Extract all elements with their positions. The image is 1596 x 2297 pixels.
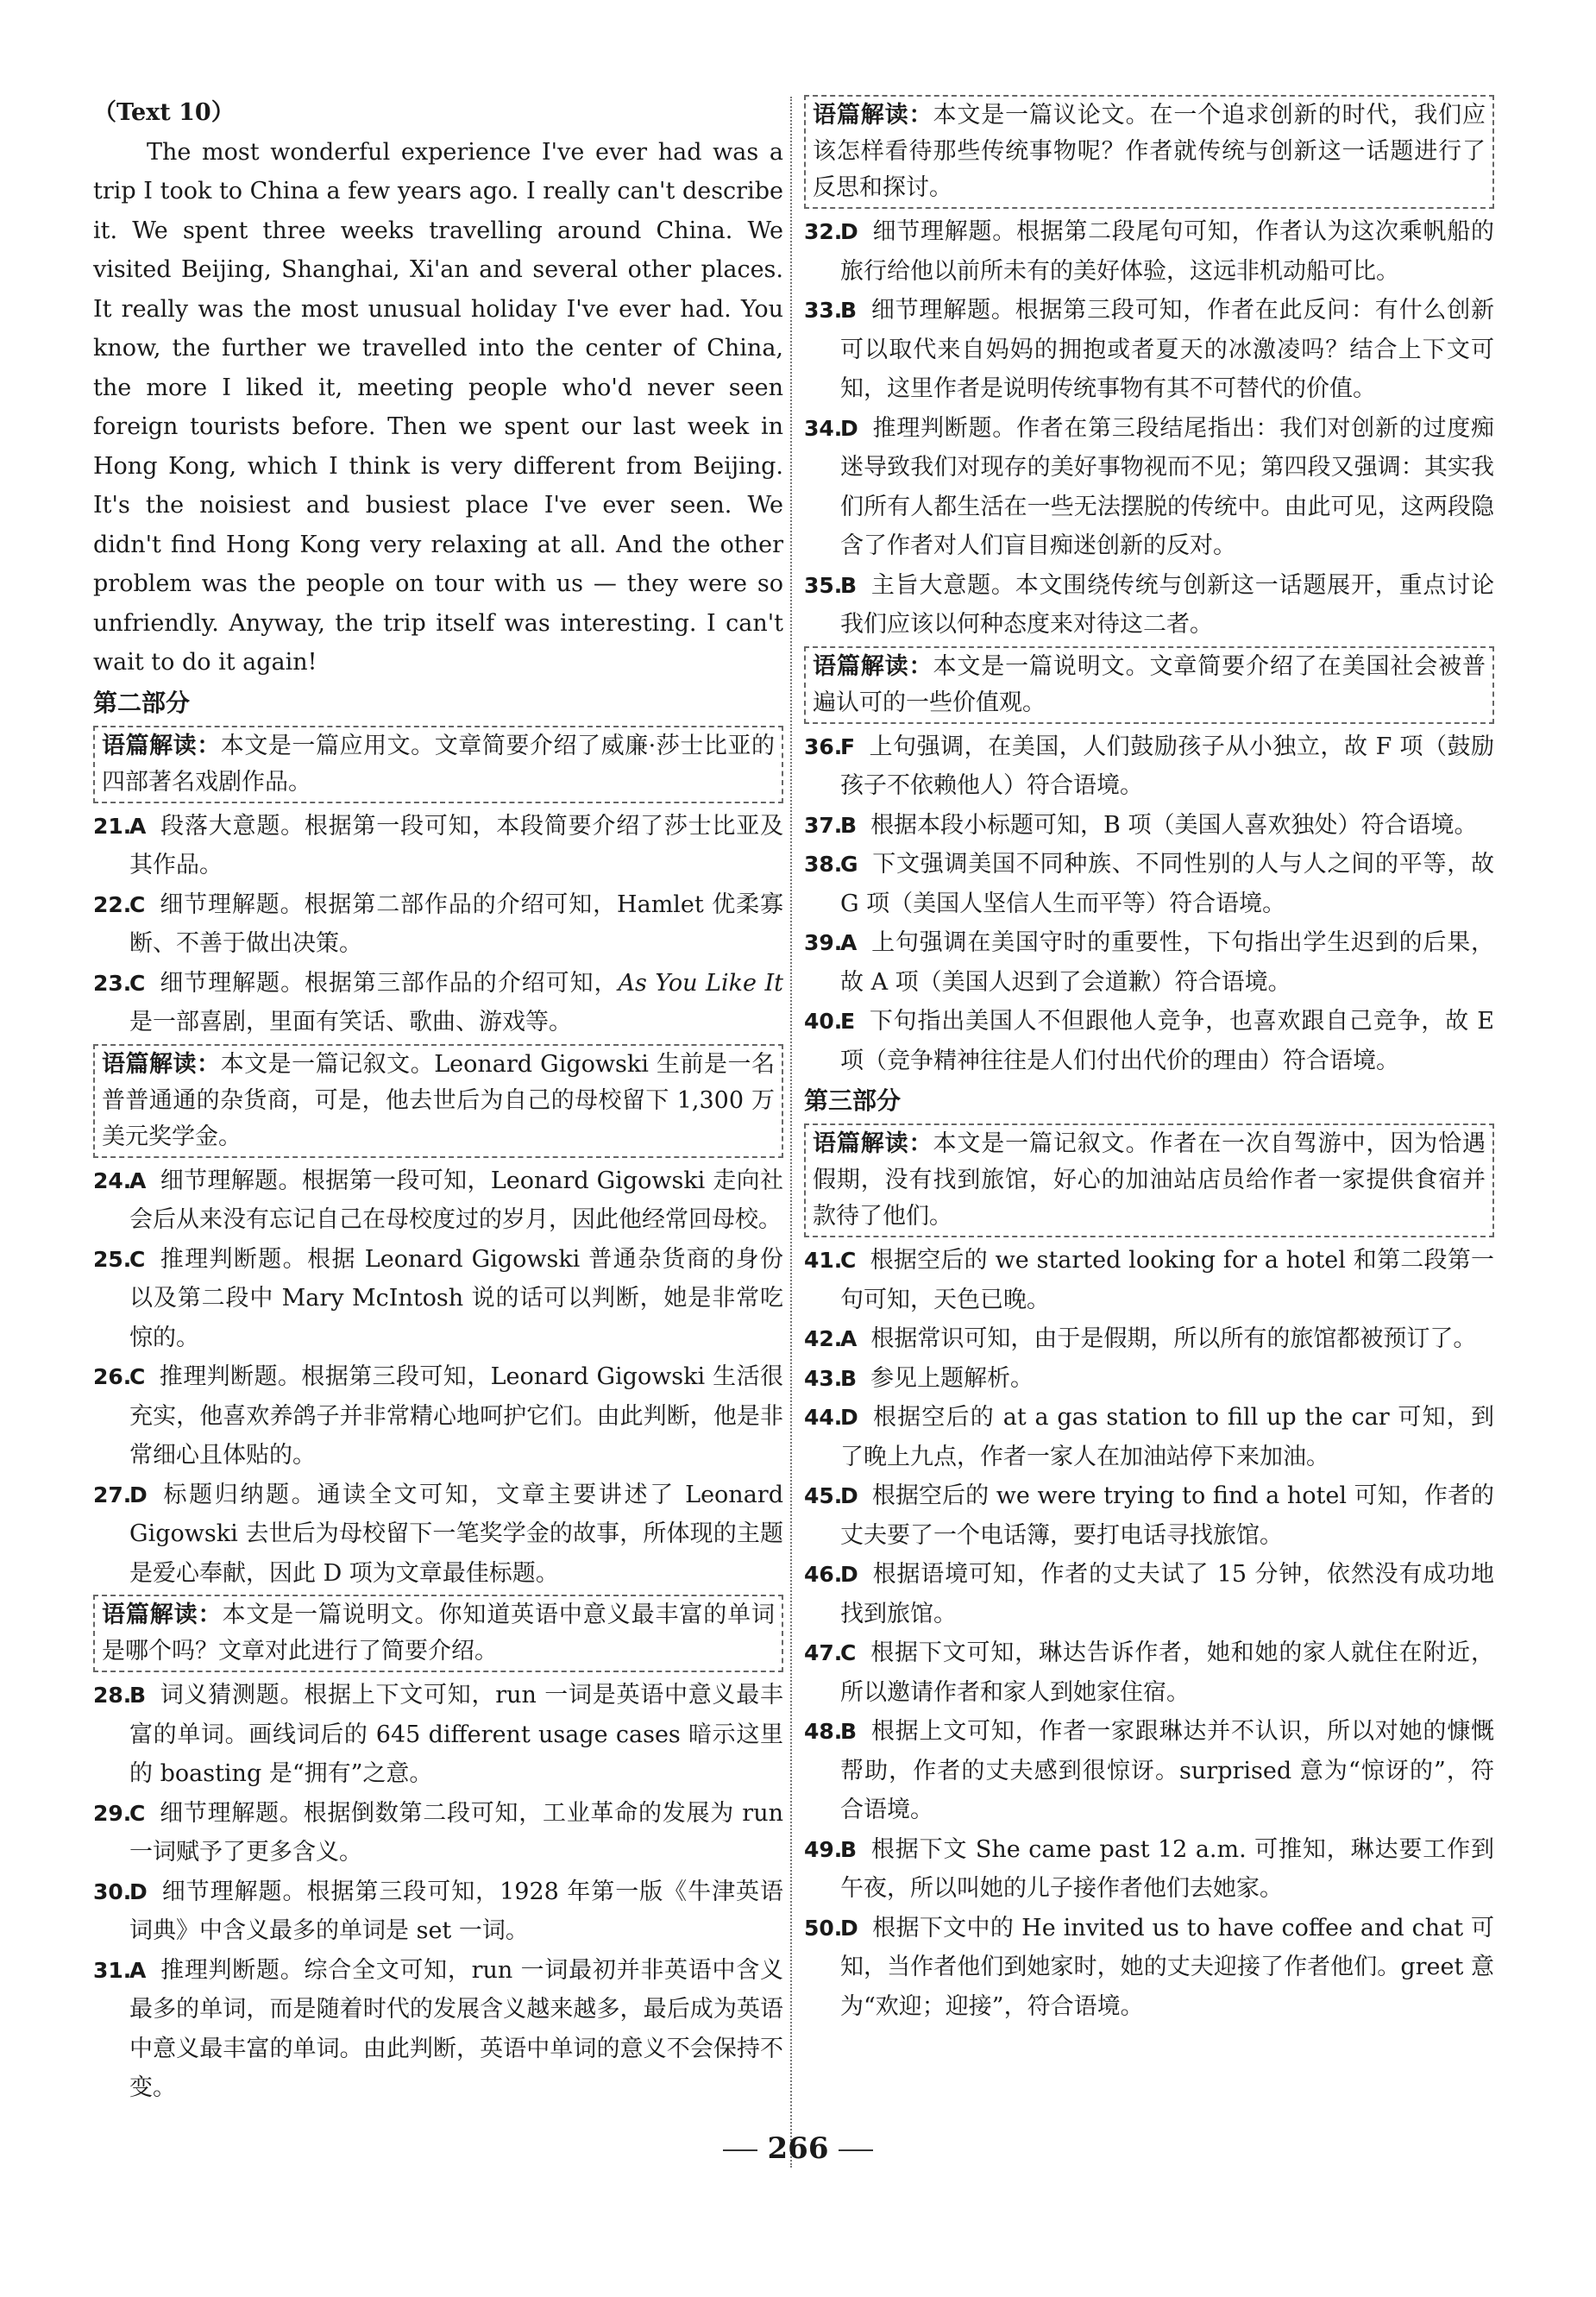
part3-heading: 第三部分 xyxy=(804,1086,902,1115)
answer-key: B xyxy=(840,1719,858,1744)
page-number: 266 xyxy=(767,2131,829,2166)
answer-item xyxy=(804,1398,1494,1476)
answer-key: C xyxy=(129,1364,146,1389)
explanation: 根据空后的 we started looking for a hotel 和第二段第一句可知，天色已晚。 xyxy=(840,1247,1494,1313)
question-number: 45. xyxy=(804,1483,843,1508)
left-column xyxy=(93,93,783,2108)
passage-summary-box xyxy=(93,1044,783,1158)
answer-item xyxy=(93,1951,783,2108)
explanation: 细节理解题。根据倒数第二段可知，工业革命的发展为 run 一词赋予了更多含义。 xyxy=(129,1799,783,1866)
explanation: 参见上题解析。 xyxy=(870,1364,1034,1392)
explanation: 推理判断题。根据 Leonard Gigowski 普通杂货商的身份以及第二段中 Mary McIntosh 说的话可以判断，她是非常吃惊的。 xyxy=(129,1245,783,1351)
answer-item xyxy=(93,1161,783,1240)
answer-item xyxy=(93,885,783,964)
explanation: 根据常识可知，由于是假期，所以所有的旅馆都被预订了。 xyxy=(870,1325,1477,1352)
explanation: 根据下文中的 He invited us to have coffee and chat 可知，当作者他们到她家时，她的丈夫迎接了作者他们。greet 意为“欢迎；迎接”，符合语境。 xyxy=(840,1914,1494,2020)
answer-key: A xyxy=(129,813,147,839)
answer-key: C xyxy=(129,970,146,996)
explanation: 根据空后的 at a gas station to fill up the car 可知，到了晚上九点，作者一家人在加油站停下来加油。 xyxy=(840,1404,1494,1470)
answer-item xyxy=(804,1319,1494,1359)
answer-key: C xyxy=(129,891,146,917)
question-number: 41. xyxy=(804,1248,843,1273)
passage-summary-text: 本文是一篇议论文。在一个追求创新的时代，我们应该怎样看待那些传统事物呢？作者就传统与创新这一话题进行了反思和探讨。 xyxy=(813,102,1486,201)
answer-key: C xyxy=(840,1248,857,1273)
question-number: 31. xyxy=(93,1957,132,1983)
passage-summary-box xyxy=(804,646,1494,724)
answer-item xyxy=(804,566,1494,645)
passage-summary-text: 本文是一篇记叙文。作者在一次自驾游中，因为恰遇假期，没有找到旅馆，好心的加油站店员给作者一家提供食宿并款待了他们。 xyxy=(813,1130,1486,1230)
question-number: 43. xyxy=(804,1365,843,1391)
question-number: 23. xyxy=(93,970,132,996)
answer-key: A xyxy=(129,1957,147,1983)
explanation: 下句指出美国人不但跟他人竞争，也喜欢跟自己竞争，故 E 项（竞争精神往往是人们付出代价的理由）符合语境。 xyxy=(840,1008,1494,1074)
question-number: 26. xyxy=(93,1364,132,1389)
answer-item xyxy=(93,1872,783,1951)
answer-key: D xyxy=(840,1562,858,1587)
answer-key: D xyxy=(840,1483,858,1508)
explanation: 根据下文 She came past 12 a.m. 可推知，琳达要工作到午夜，所以叫她的儿子接作者他们去她家。 xyxy=(840,1835,1494,1902)
answer-key: B xyxy=(840,812,858,838)
question-number: 28. xyxy=(93,1683,132,1708)
explanation: 细节理解题。根据第二部作品的介绍可知，Hamlet 优柔寡断、不善于做出决策。 xyxy=(129,890,783,957)
question-number: 50. xyxy=(804,1915,843,1941)
question-number: 33. xyxy=(804,298,843,323)
question-number: 37. xyxy=(804,812,843,838)
answer-item xyxy=(804,1241,1494,1319)
explanation: 根据下文可知，琳达告诉作者，她和她的家人就住在附近，所以邀请作者和家人到她家住宿。 xyxy=(840,1639,1494,1706)
answer-item xyxy=(93,1676,783,1794)
explanation: 根据上文可知，作者一家跟琳达并不认识，所以对她的慷慨帮助，作者的丈夫感到很惊讶。surprised 意为“惊讶的”，符合语境。 xyxy=(840,1718,1494,1823)
explanation: 细节理解题。根据第三部作品的介绍可知， xyxy=(159,969,619,997)
answer-item xyxy=(804,1002,1494,1080)
explanation: 主旨大意题。本文围绕传统与创新这一话题展开，重点讨论我们应该以何种态度来对待这二者。 xyxy=(840,571,1494,638)
question-number: 34. xyxy=(804,415,843,441)
question-number: 38. xyxy=(804,852,843,877)
question-number: 35. xyxy=(804,572,843,598)
question-number: 21. xyxy=(93,813,132,839)
part2-heading: 第二部分 xyxy=(93,688,191,717)
passage-summary-box xyxy=(804,95,1494,209)
passage-summary-label: 语篇解读： xyxy=(102,732,221,759)
passage-summary-text: 本文是一篇记叙文。Leonard Gigowski 生前是一名普普通通的杂货商，可是，他去世后为自己的母校留下 1,300 万美元奖学金。 xyxy=(102,1050,775,1150)
explanation: 细节理解题。根据第二段尾句可知，作者认为这次乘帆船的旅行给他以前所未有的美好体验，这远非机动船可比。 xyxy=(840,218,1494,285)
explanation: 标题归纳题。通读全文可知，文章主要讲述了 Leonard Gigowski 去世后为母校留下一笔奖学金的故事，所体现的主题是爱心奉献，因此 D 项为文章最佳标题。 xyxy=(129,1481,783,1587)
answer-key: B xyxy=(840,572,858,598)
explanation-continued: 是一部喜剧，里面有笑话、歌曲、游戏等。 xyxy=(129,1009,572,1035)
passage-summary-label: 语篇解读： xyxy=(102,1602,223,1628)
answer-item xyxy=(93,1476,783,1594)
passage-summary-box xyxy=(804,1123,1494,1237)
explanation: 根据语境可知，作者的丈夫试了 15 分钟，依然没有成功地找到旅馆。 xyxy=(840,1561,1494,1627)
passage-summary-text: 本文是一篇说明文。你知道英语中意义最丰富的单词是哪个吗？文章对此进行了简要介绍。 xyxy=(102,1602,776,1665)
answer-item xyxy=(804,727,1494,806)
answer-key: A xyxy=(840,1326,858,1351)
answer-key: C xyxy=(840,1640,857,1665)
page-footer xyxy=(0,2131,1596,2166)
answer-key: D xyxy=(129,1879,148,1904)
answer-item xyxy=(804,1476,1494,1555)
explanation: 上句强调在美国守时的重要性，下句指出学生迟到的后果，故 A 项（美国人迟到了会道歉）符合语境。 xyxy=(840,929,1494,996)
answer-item xyxy=(804,1909,1494,2027)
answer-key: B xyxy=(840,298,858,323)
answer-item xyxy=(804,1633,1494,1712)
passage-summary-text: 本文是一篇说明文。文章简要介绍了在美国社会被普遍认可的一些价值观。 xyxy=(813,652,1486,716)
answer-key: D xyxy=(129,1482,148,1507)
explanation: 细节理解题。根据第三段可知，1928 年第一版《牛津英语词典》中含义最多的单词是 set 一词。 xyxy=(129,1878,783,1944)
passage-summary-box xyxy=(93,1595,783,1672)
explanation: 段落大意题。根据第一段可知，本段简要介绍了莎士比亚及其作品。 xyxy=(129,812,783,878)
footer-dash-right xyxy=(839,2149,873,2151)
answer-key: D xyxy=(840,1405,858,1430)
answer-key: G xyxy=(840,852,858,877)
question-number: 39. xyxy=(804,930,843,955)
answer-item xyxy=(804,806,1494,846)
explanation: 细节理解题。根据第三段可知，作者在此反问：有什么创新可以取代来自妈妈的拥抱或者夏天的冰激凌吗？结合上下文可知，这里作者是说明传统事物有其不可替代的价值。 xyxy=(840,297,1494,402)
passage-summary-box xyxy=(93,726,783,803)
answer-key: E xyxy=(840,1009,856,1034)
answer-item xyxy=(804,1830,1494,1909)
answer-key: D xyxy=(840,219,858,244)
question-number: 32. xyxy=(804,219,843,244)
answer-key: A xyxy=(129,1167,147,1193)
question-number: 27. xyxy=(93,1482,132,1507)
answer-item xyxy=(804,1555,1494,1633)
answer-key: D xyxy=(840,1915,858,1941)
answer-key: C xyxy=(129,1800,146,1826)
explanation: 推理判断题。作者在第三段结尾指出：我们对创新的过度痴迷导致我们对现存的美好事物视而不见；第四段又强调：其实我们所有人都生活在一些无法摆脱的传统中。由此可见，这两段隐含了作者对人们盲目痴迷创新的反对。 xyxy=(840,414,1494,559)
passage-summary-text: 本文是一篇应用文。文章简要介绍了威廉·莎士比亚的四部著名戏剧作品。 xyxy=(102,732,776,796)
explanation: 推理判断题。综合全文可知，run 一词最初并非英语中含义最多的单词，而是随着时代的发展含义越来越多，最后成为英语中意义最丰富的单词。由此判断，英语中单词的意义不会保持不变。 xyxy=(129,1956,783,2101)
answer-key: C xyxy=(129,1246,146,1272)
play-title: As You Like It xyxy=(618,969,783,997)
question-number: 25. xyxy=(93,1246,132,1272)
answer-item xyxy=(804,291,1494,409)
question-number: 36. xyxy=(804,733,843,759)
explanation: 词义猜测题。根据上下文可知，run 一词是英语中意义最丰富的单词。画线词后的 645 different usage cases 暗示这里的 boasting 是“拥有”之意。 xyxy=(129,1682,783,1787)
right-column xyxy=(804,93,1494,2026)
passage-summary-label: 语篇解读： xyxy=(813,102,933,129)
question-number: 46. xyxy=(804,1562,843,1587)
explanation: 推理判断题。根据第三段可知，Leonard Gigowski 生活很充实，他喜欢养鸽子并非常精心地呵护它们。由此判断，他是非常细心且体贴的。 xyxy=(129,1363,783,1469)
explanation: 下文强调美国不同种族、不同性别的人与人之间的平等，故 G 项（美国人坚信人生而平等）符合语境。 xyxy=(840,851,1494,917)
answer-item xyxy=(804,845,1494,923)
explanation: 细节理解题。根据第一段可知，Leonard Gigowski 走向社会后从来没有忘记自己在母校度过的岁月，因此他经常回母校。 xyxy=(129,1167,783,1233)
answer-item xyxy=(804,1712,1494,1830)
question-number: 22. xyxy=(93,891,132,917)
question-number: 29. xyxy=(93,1800,132,1826)
question-number: 47. xyxy=(804,1640,843,1665)
answer-key: D xyxy=(840,415,858,441)
text10-title: （Text 10） xyxy=(93,99,235,126)
passage-summary-label: 语篇解读： xyxy=(813,652,933,680)
question-number: 24. xyxy=(93,1167,132,1193)
answer-item xyxy=(93,1794,783,1872)
question-number: 44. xyxy=(804,1405,843,1430)
column-divider xyxy=(790,97,792,2168)
question-number: 30. xyxy=(93,1879,132,1904)
answer-key: F xyxy=(840,733,856,759)
explanation: 根据空后的 we were trying to find a hotel 可知，作者的丈夫要了一个电话簿，要打电话寻找旅馆。 xyxy=(840,1482,1494,1549)
text10-transcript: The most wonderful experience I've ever had was a trip I took to China a few years ago. I really can't describe it. We spent three weeks travelling around China. We visited Beijing, Shanghai, Xi'an and several other places. It really was the most unusual holiday I've ever had. You know, the further we travelled into the center of China, the more I liked it, meeting people who'd never seen foreign tourists before. Then we spent our last week in Hong Kong, which I think is very different from Beijing. It's the noisiest and busiest place I've ever seen. We didn't find Hong Kong very relaxing at all. And the other problem was the people on tour with us — they were so unfriendly. Anyway, the trip itself was interesting. I can't wait to do it again! xyxy=(93,138,783,676)
answer-key: B xyxy=(840,1365,858,1391)
answer-item xyxy=(93,807,783,885)
answer-key: B xyxy=(840,1836,858,1862)
answer-item xyxy=(804,212,1494,291)
question-number: 42. xyxy=(804,1326,843,1351)
question-number: 40. xyxy=(804,1009,843,1034)
answer-item xyxy=(93,1357,783,1476)
footer-dash-left xyxy=(723,2149,757,2151)
explanation: 上句强调，在美国，人们鼓励孩子从小独立，故 F 项（鼓励孩子不依赖他人）符合语境。 xyxy=(840,733,1494,799)
passage-summary-label: 语篇解读： xyxy=(813,1130,933,1157)
answer-key: B xyxy=(129,1683,147,1708)
answer-key: A xyxy=(840,930,858,955)
answer-item xyxy=(93,1240,783,1358)
explanation: 根据本段小标题可知，B 项（美国人喜欢独处）符合语境。 xyxy=(870,811,1478,839)
answer-item xyxy=(93,964,783,1042)
answer-item xyxy=(804,409,1494,566)
answer-item xyxy=(804,1359,1494,1399)
question-number: 48. xyxy=(804,1719,843,1744)
question-number: 49. xyxy=(804,1836,843,1862)
answer-item xyxy=(804,923,1494,1002)
passage-summary-label: 语篇解读： xyxy=(102,1050,221,1078)
